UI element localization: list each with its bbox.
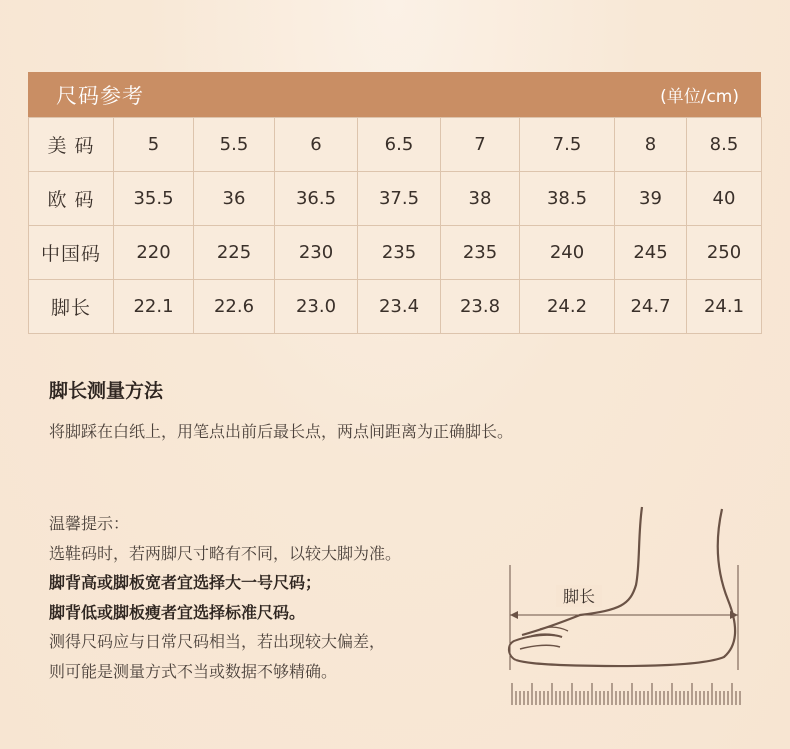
- size-cell: 24.1: [687, 280, 762, 334]
- tips-section: [49, 509, 509, 686]
- size-cell: 22.1: [114, 280, 194, 334]
- size-cell: 7: [441, 118, 520, 172]
- size-cell: 5.5: [194, 118, 275, 172]
- size-cell: 40: [687, 172, 762, 226]
- size-cell: 24.2: [520, 280, 615, 334]
- size-row-label: 欧 码: [29, 172, 114, 226]
- size-chart-unit: (单位/cm): [660, 87, 739, 107]
- size-table: [28, 117, 762, 334]
- size-row: [29, 226, 762, 280]
- foot-length-label: 脚长: [562, 587, 596, 606]
- method-title: 脚长测量方法: [49, 380, 164, 402]
- size-cell: 225: [194, 226, 275, 280]
- size-cell: 250: [687, 226, 762, 280]
- size-cell: 8.5: [687, 118, 762, 172]
- size-row: [29, 280, 762, 334]
- size-cell: 220: [114, 226, 194, 280]
- size-cell: 6.5: [358, 118, 441, 172]
- size-cell: 23.0: [275, 280, 358, 334]
- size-cell: 23.4: [358, 280, 441, 334]
- size-cell: 240: [520, 226, 615, 280]
- foot-measurement-icon: [500, 505, 750, 710]
- size-cell: 245: [615, 226, 687, 280]
- method-description: 将脚踩在白纸上，用笔点出前后最长点，两点间距离为正确脚长。: [49, 422, 514, 441]
- size-cell: 36: [194, 172, 275, 226]
- tip-line: 脚背高或脚板宽者宜选择大一号尺码；: [49, 573, 322, 592]
- size-cell: 5: [114, 118, 194, 172]
- size-cell: 37.5: [358, 172, 441, 226]
- size-cell: 39: [615, 172, 687, 226]
- size-cell: 24.7: [615, 280, 687, 334]
- size-row-label: 脚长: [29, 280, 114, 334]
- size-cell: 38: [441, 172, 520, 226]
- tips-heading: 温馨提示：: [49, 514, 130, 533]
- size-cell: 6: [275, 118, 358, 172]
- size-cell: 36.5: [275, 172, 358, 226]
- size-cell: 235: [441, 226, 520, 280]
- size-cell: 23.8: [441, 280, 520, 334]
- size-row-label: 中国码: [29, 226, 114, 280]
- size-chart-title: 尺码参考: [56, 83, 144, 108]
- size-chart: [28, 72, 761, 334]
- size-row: [29, 118, 762, 172]
- tip-line: 选鞋码时，若两脚尺寸略有不同，以较大脚为准。: [49, 543, 402, 563]
- size-cell: 7.5: [520, 118, 615, 172]
- tip-line: 则可能是测量方式不当或数据不够精确。: [49, 661, 338, 681]
- size-cell: 8: [615, 118, 687, 172]
- size-cell: 35.5: [114, 172, 194, 226]
- size-chart-header: [28, 72, 761, 117]
- ruler: [512, 683, 740, 705]
- size-cell: 22.6: [194, 280, 275, 334]
- size-row-label: 美 码: [29, 118, 114, 172]
- size-row: [29, 172, 762, 226]
- tip-line: 测得尺码应与日常尺码相当，若出现较大偏差，: [49, 632, 386, 651]
- tip-line: 脚背低或脚板瘦者宜选择标准尺码。: [49, 602, 306, 622]
- size-cell: 235: [358, 226, 441, 280]
- size-cell: 38.5: [520, 172, 615, 226]
- size-cell: 230: [275, 226, 358, 280]
